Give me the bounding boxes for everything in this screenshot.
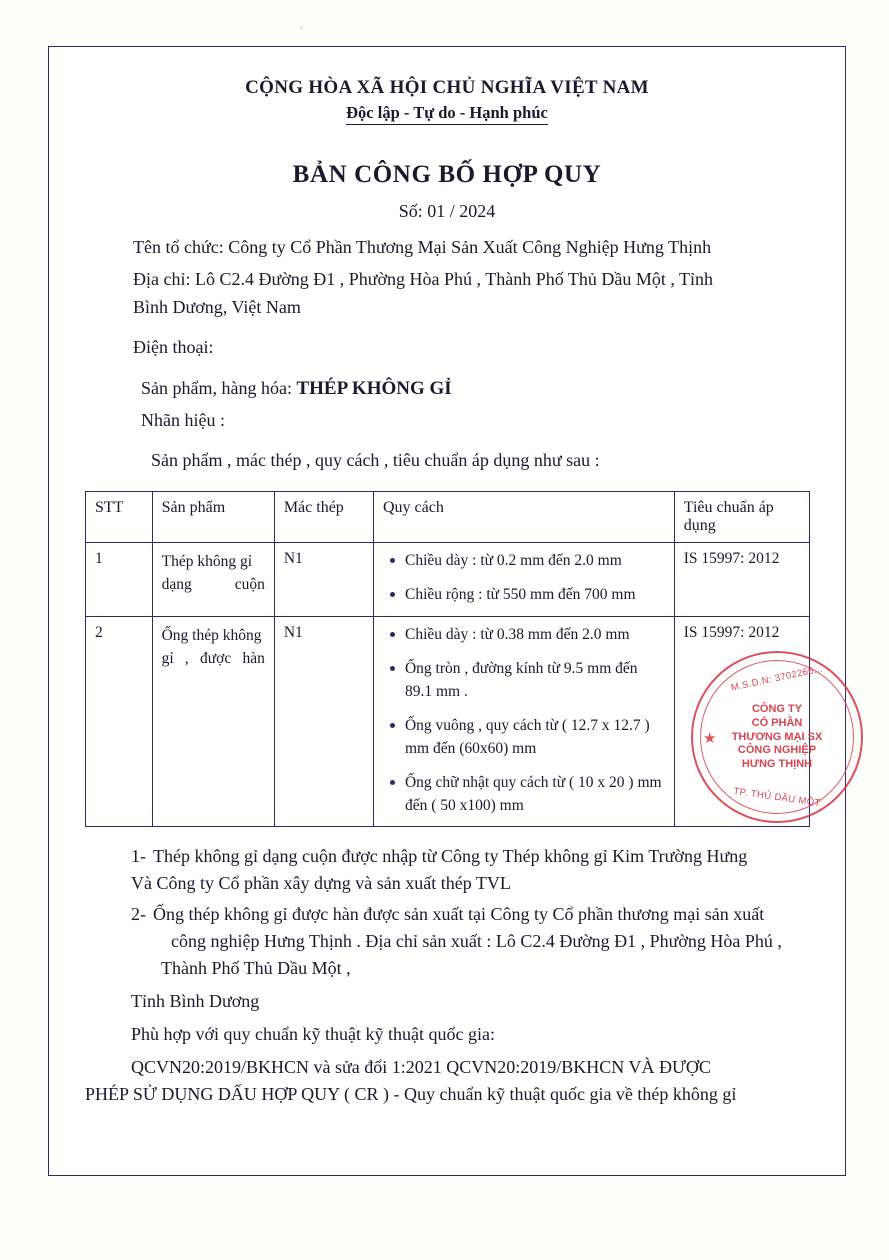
row-1-stt: 1 — [86, 542, 153, 616]
table-header-row — [86, 491, 810, 542]
product-label: Sản phẩm, hàng hóa: — [141, 377, 292, 398]
row-1-spec-item: Chiều rộng : từ 550 mm đến 700 mm — [405, 584, 665, 606]
row-2-stt: 2 — [86, 616, 153, 826]
stamp-core-line: CÔNG NGHIỆP — [737, 744, 817, 757]
province-line: Tỉnh Bình Dương — [131, 991, 260, 1011]
stamp-arc-bottom: TP. THỦ DẦU MỘT — [732, 785, 822, 810]
note-1-number: 1- — [131, 846, 146, 866]
table-header-spec: Quy cách — [373, 491, 674, 542]
conformity-line-1: QCVN20:2019/BKHCN và sửa đổi 1:2021 QCVN20:2019/BKHCN VÀ ĐƯỢC — [131, 1057, 711, 1077]
row-1-grade: N1 — [274, 542, 373, 616]
row-2-grade: N1 — [274, 616, 373, 826]
conformity-line-2: PHÉP SỬ DỤNG DẤU HỢP QUY ( CR ) - Quy chuẩn kỹ thuật quốc gia về thép không gỉ — [85, 1084, 737, 1104]
national-motto: Độc lập - Tự do - Hạnh phúc — [346, 103, 548, 125]
row-2-spec-item: Chiều dày : từ 0.38 mm đến 2.0 mm — [405, 624, 665, 646]
row-2-spec-item: Ống vuông , quy cách từ ( 12.7 x 12.7 ) mm đến (60x60) mm — [405, 715, 665, 760]
brand-line: Nhãn hiệu : — [141, 410, 225, 430]
page-title: BẢN CÔNG BỐ HỢP QUY — [292, 161, 602, 188]
stamp-core-line: CÔNG TY — [751, 703, 803, 715]
document-border — [48, 46, 846, 1176]
product-line — [79, 374, 815, 403]
table-header-grade: Mác thép — [274, 491, 373, 542]
address-line-1: Địa chỉ: Lô C2.4 Đường Đ1 , Phường Hòa Phú , Thành Phố Thủ Dầu Một , Tỉnh — [133, 268, 714, 289]
organization-line: Tên tổ chức: Công ty Cổ Phần Thương Mại Sản Xuất Công Nghiệp Hưng Thịnh — [133, 237, 712, 257]
stamp-core-line: THƯƠNG MẠI SX — [731, 730, 823, 743]
national-title: CỘNG HÒA XÃ HỘI CHỦ NGHĨA VIỆT NAM — [245, 77, 649, 98]
stamp-core-line: HƯNG THỊNH — [741, 758, 813, 770]
row-1-standard: IS 15997: 2012 — [674, 542, 809, 616]
row-1-specs — [373, 542, 674, 616]
stamp-arc-top: M.S.D.N: 3702266... — [730, 663, 824, 694]
note-1-line: Và Công ty Cổ phần xây dựng và sản xuất thép TVL — [131, 873, 511, 893]
note-2-text — [153, 901, 815, 982]
row-1-product: Thép không gỉ dạng cuộn — [152, 542, 274, 616]
table-header-product: Sản phẩm — [152, 491, 274, 542]
stamp-core-line: CỔ PHẦN — [751, 716, 803, 729]
note-item — [79, 843, 815, 897]
row-2-standard: IS 15997: 2012 — [674, 616, 809, 826]
specification-table — [85, 491, 810, 827]
scan-speck — [300, 26, 303, 29]
document-number: Số: 01 / 2024 — [398, 201, 496, 221]
table-row — [86, 542, 810, 616]
row-1-spec-item: Chiều dày : từ 0.2 mm đến 2.0 mm — [405, 550, 665, 572]
national-header — [79, 77, 815, 125]
address-line-2: Bình Dương, Việt Nam — [133, 296, 301, 317]
row-2-specs — [373, 616, 674, 826]
row-2-spec-item: Ống tròn , đường kính từ 9.5 mm đến 89.1 mm . — [405, 658, 665, 703]
row-2-product: Ống thép không gỉ , được hàn — [152, 616, 274, 826]
note-2-line: công nghiệp Hưng Thịnh . Địa chỉ sản xuất : Lô C2.4 Đường Đ1 , Phường Hòa Phú , — [171, 931, 782, 951]
conformity-label: Phù hợp với quy chuẩn kỹ thuật kỹ thuật quốc gia: — [131, 1024, 495, 1044]
table-header-stt: STT — [86, 491, 153, 542]
row-2-spec-item: Ống chữ nhật quy cách từ ( 10 x 20 ) mm đến ( 50 x100) mm — [405, 772, 665, 817]
notes-section — [79, 843, 815, 982]
note-1-text — [131, 843, 815, 897]
note-2-number: 2- — [131, 904, 146, 924]
stamp-star-icon: ★ — [703, 731, 717, 747]
note-item — [79, 901, 815, 982]
note-1-line: Thép không gỉ dạng cuộn được nhập từ Công ty Thép không gỉ Kim Trường Hưng — [153, 846, 748, 866]
product-value: THÉP KHÔNG GỈ — [296, 377, 452, 399]
table-row — [86, 616, 810, 826]
table-header-standard: Tiêu chuẩn áp dụng — [674, 491, 809, 542]
phone-line: Điện thoại: — [133, 336, 214, 357]
note-2-line: Ống thép không gỉ được hàn được sản xuất tại Công ty Cổ phần thương mại sản xuất — [153, 904, 765, 924]
note-2-line: Thành Phố Thủ Dầu Một , — [161, 958, 351, 978]
intro-line: Sản phẩm , mác thép , quy cách , tiêu chuẩn áp dụng như sau : — [151, 449, 600, 470]
